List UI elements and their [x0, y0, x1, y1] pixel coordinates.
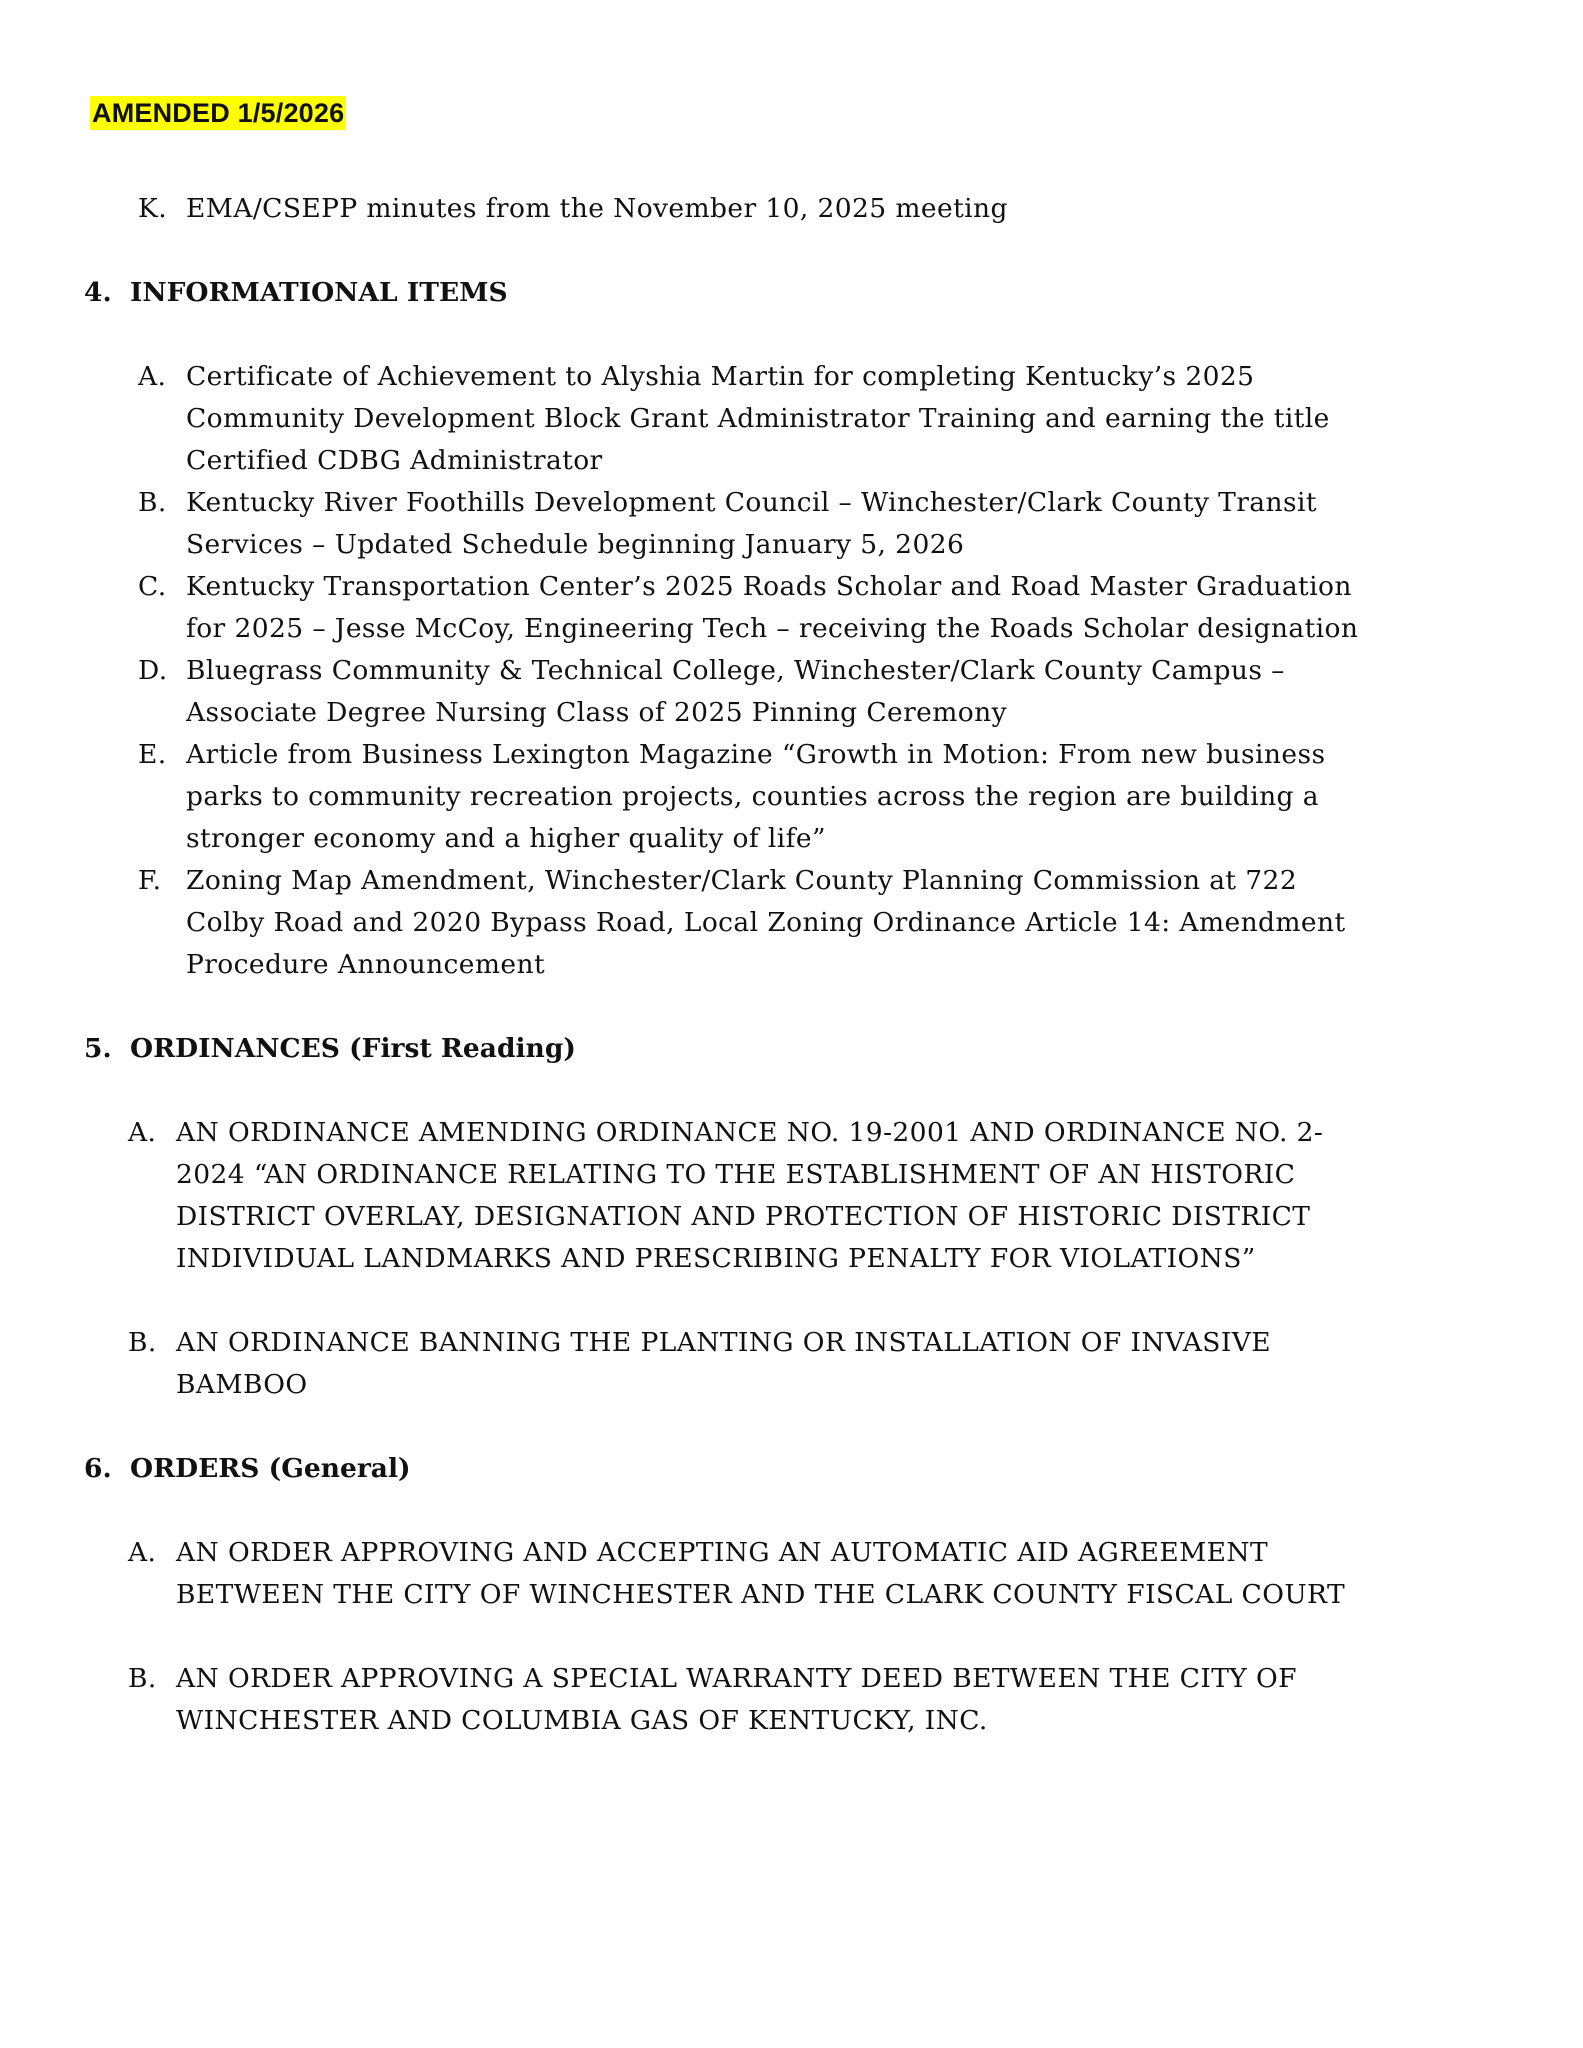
item-line: 2024 “AN ORDINANCE RELATING TO THE ESTABLISHMENT OF AN HISTORIC	[176, 1159, 1296, 1190]
item-text	[186, 734, 1516, 860]
item-text	[186, 188, 1436, 230]
item-line: stronger economy and a higher quality of life”	[186, 823, 826, 854]
section-number: 4.	[84, 277, 112, 308]
item-text	[176, 1322, 1506, 1406]
item-line: WINCHESTER AND COLUMBIA GAS OF KENTUCKY, INC.	[176, 1705, 988, 1736]
item-line: Bluegrass Community & Technical College, Winchester/Clark County Campus –	[186, 655, 1285, 686]
item-text	[186, 650, 1516, 734]
item-letter: B.	[138, 487, 167, 518]
item-line: AN ORDINANCE AMENDING ORDINANCE NO. 19-2001 AND ORDINANCE NO. 2-	[176, 1117, 1324, 1148]
item-letter: C.	[138, 571, 167, 602]
item-line: Kentucky Transportation Center’s 2025 Roads Scholar and Road Master Graduation	[186, 571, 1352, 602]
item-text	[176, 1658, 1506, 1742]
item-text	[186, 482, 1516, 566]
item-line: INDIVIDUAL LANDMARKS AND PRESCRIBING PENALTY FOR VIOLATIONS”	[176, 1243, 1256, 1274]
item-line: Colby Road and 2020 Bypass Road, Local Zoning Ordinance Article 14: Amendment	[186, 907, 1346, 938]
item-line: AN ORDER APPROVING A SPECIAL WARRANTY DEED BETWEEN THE CITY OF	[176, 1663, 1297, 1694]
item-letter: A.	[128, 1117, 157, 1148]
item-line: BAMBOO	[176, 1369, 308, 1400]
item-line: Community Development Block Grant Administrator Training and earning the title	[186, 403, 1330, 434]
item-line: AN ORDER APPROVING AND ACCEPTING AN AUTOMATIC AID AGREEMENT	[176, 1537, 1269, 1568]
item-text	[186, 860, 1516, 986]
item-line: Services – Updated Schedule beginning January 5, 2026	[186, 529, 965, 560]
item-line: DISTRICT OVERLAY, DESIGNATION AND PROTECTION OF HISTORIC DISTRICT	[176, 1201, 1311, 1232]
item-line: Article from Business Lexington Magazine “Growth in Motion: From new business	[186, 739, 1326, 770]
item-line: BETWEEN THE CITY OF WINCHESTER AND THE CLARK COUNTY FISCAL COURT	[176, 1579, 1346, 1610]
item-line: parks to community recreation projects, counties across the region are building a	[186, 781, 1319, 812]
section-number: 6.	[84, 1453, 112, 1484]
amended-banner: AMENDED 1/5/2026	[92, 98, 345, 128]
item-line: for 2025 – Jesse McCoy, Engineering Tech – receiving the Roads Scholar designation	[186, 613, 1359, 644]
item-letter: K.	[138, 193, 168, 224]
item-line: EMA/CSEPP minutes from the November 10, 2025 meeting	[186, 193, 1008, 224]
item-line: Procedure Announcement	[186, 949, 545, 980]
item-text	[176, 1112, 1506, 1280]
item-letter: D.	[138, 655, 168, 686]
item-line: Certificate of Achievement to Alyshia Martin for completing Kentucky’s 2025	[186, 361, 1255, 392]
item-letter: E.	[138, 739, 167, 770]
section-number: 5.	[84, 1033, 112, 1064]
item-text	[176, 1532, 1506, 1616]
item-letter: B.	[128, 1327, 157, 1358]
item-line: Associate Degree Nursing Class of 2025 Pinning Ceremony	[186, 697, 1007, 728]
item-line: Kentucky River Foothills Development Council – Winchester/Clark County Transit	[186, 487, 1317, 518]
item-line: Zoning Map Amendment, Winchester/Clark County Planning Commission at 722	[186, 865, 1298, 896]
item-letter: A.	[138, 361, 167, 392]
item-text	[186, 566, 1516, 650]
item-letter: F.	[138, 865, 162, 896]
item-line: AN ORDINANCE BANNING THE PLANTING OR INSTALLATION OF INVASIVE	[176, 1327, 1271, 1358]
item-letter: A.	[128, 1537, 157, 1568]
section-title: ORDINANCES (First Reading)	[130, 1033, 576, 1064]
item-line: Certified CDBG Administrator	[186, 445, 603, 476]
section-title: INFORMATIONAL ITEMS	[130, 277, 508, 308]
item-text	[186, 356, 1516, 482]
section-title: ORDERS (General)	[130, 1453, 411, 1484]
item-letter: B.	[128, 1663, 157, 1694]
